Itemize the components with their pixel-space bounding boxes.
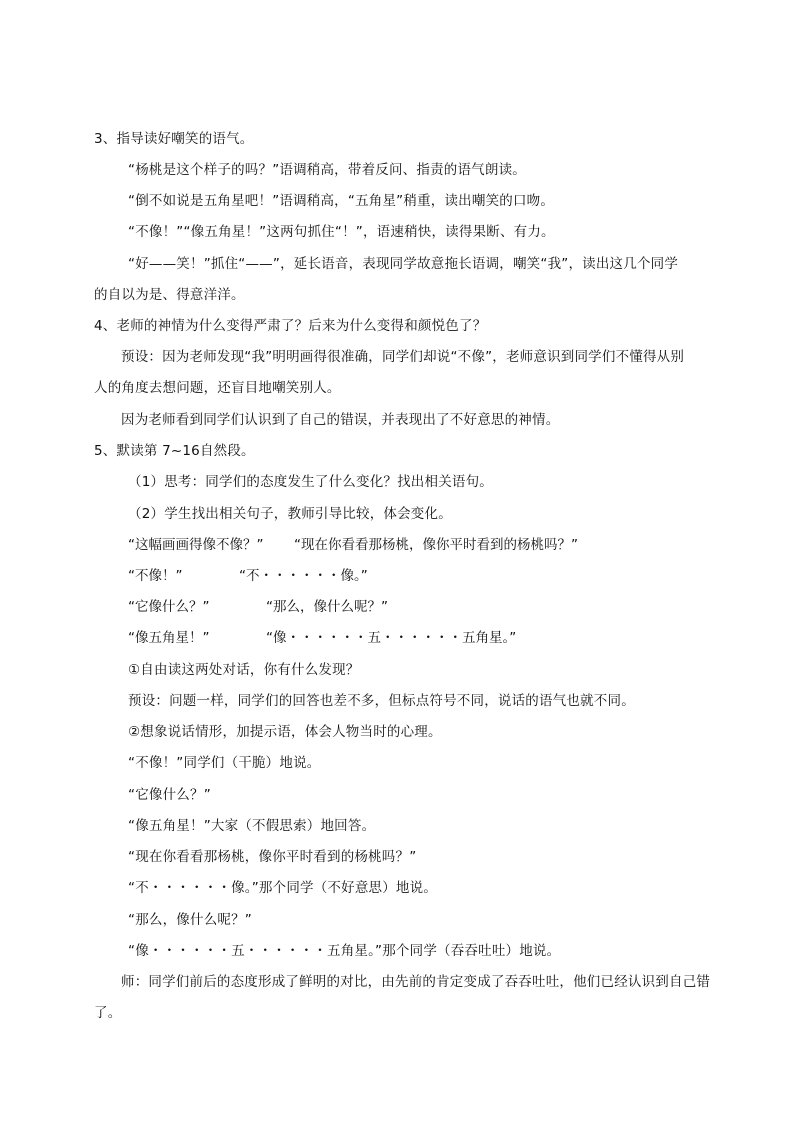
teacher-summary: 师：同学们前后的态度形成了鲜明的对比，由先前的肯定变成了吞吞吐吐，他们已经认识到自己错 [121,974,711,990]
paragraph: “不像！”“像五角星！”这两句抓住“！”，语速稍快，读得果断、有力。 [128,224,555,240]
paragraph-continuation: 人的角度去想问题，还盲目地嘲笑别人。 [94,380,341,396]
paragraph: 预设：因为老师发现“我”明明画得很准确，同学们却说“不像”，老师意识到同学们不懂得从别 [121,349,685,365]
dialog-right: “那么，像什么呢？” [266,599,388,615]
section-5-heading: 5、默读第 7~16自然段。 [94,443,255,459]
paragraph-continuation: 的自以为是、得意洋洋。 [94,287,245,303]
dialog-line: “不像！”同学们（干脆）地说。 [128,755,321,771]
dialog-left: “它像什么？” [128,599,210,615]
dialog-line: “像五角星！”大家（不假思索）地回答。 [128,818,376,834]
paragraph: “好——笑！”抓住“——”，延长语音，表现同学故意拖长语调，嘲笑“我”，读出这几个同学 [128,256,679,272]
dialog-right: “现在你看看那杨桃，像你平时看到的杨桃吗？” [294,537,578,553]
paragraph: “倒不如说是五角星吧！”语调稍高，“五角星”稍重，读出嘲笑的口吻。 [128,193,555,209]
dialog-line: “它像什么？” [128,787,211,803]
dialog-line: “不・・・・・・像。”那个同学（不好意思）地说。 [128,880,438,896]
teacher-summary-continuation: 了。 [94,1005,122,1021]
dialog-line: “现在你看看那杨桃，像你平时看到的杨桃吗？” [128,849,417,865]
dialog-line: “像・・・・・・五・・・・・・五角星。”那个同学（吞吞吐吐）地说。 [128,943,561,959]
dialog-left: “这幅画画得像不像？” [128,537,264,553]
dialog-left: “不像！” [128,568,183,584]
question-1: （1）思考：同学们的态度发生了什么变化？找出相关语句。 [128,474,493,490]
section-4-heading: 4、老师的神情为什么变得严肃了？后来为什么变得和颜悦色了？ [94,318,487,334]
dialog-left: “像五角星！” [128,630,210,646]
task-2: ②想象说话情形，加提示语，体会人物当时的心理。 [128,724,442,740]
paragraph: 因为老师看到同学们认识到了自己的错误，并表现出了不好意思的神情。 [121,412,560,428]
task-1: ①自由读这两处对话，你有什么发现？ [128,662,360,678]
question-2: （2）学生找出相关句子，教师引导比较，体会变化。 [128,506,452,522]
dialog-right: “不・・・・・・像。” [239,568,368,584]
task-1-answer: 预设：问题一样，同学们的回答也差不多，但标点符号不同，说话的语气也就不同。 [128,693,635,709]
section-3-heading: 3、指导读好嘲笑的语气。 [94,131,254,147]
paragraph: “杨桃是这个样子的吗？”语调稍高，带着反问、指责的语气朗读。 [128,162,526,178]
dialog-line: “那么，像什么呢？” [128,912,252,928]
dialog-right: “像・・・・・・五・・・・・・五角星。” [266,630,517,646]
